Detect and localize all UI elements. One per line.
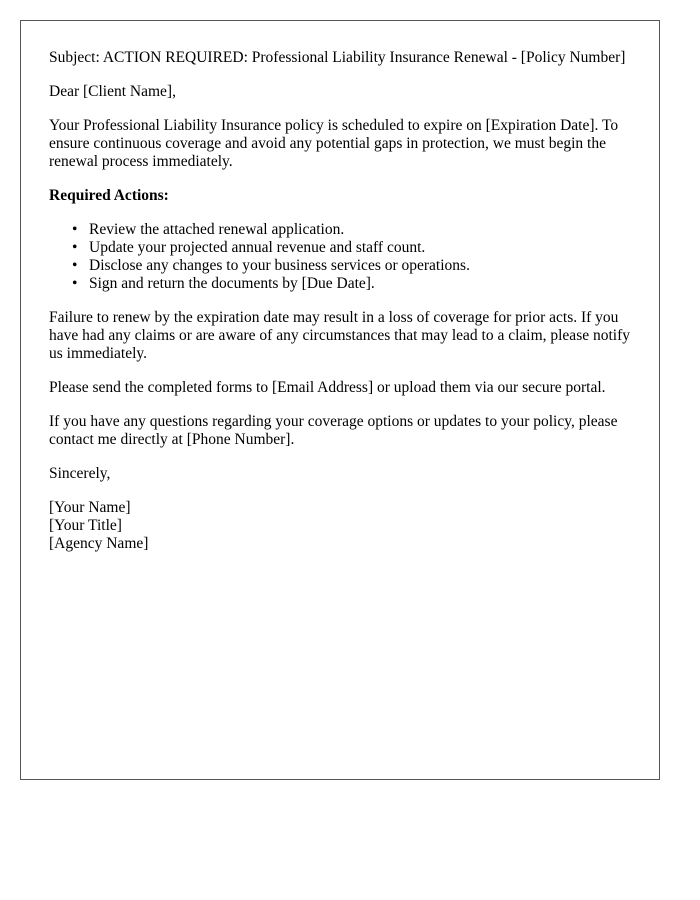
list-item-text: Disclose any changes to your business services or operations. bbox=[89, 257, 470, 274]
closing: Sincerely, bbox=[49, 465, 111, 482]
required-actions-list bbox=[49, 221, 631, 293]
list-item bbox=[72, 275, 631, 293]
bullet-icon: • bbox=[72, 221, 78, 238]
required-actions-heading: Required Actions: bbox=[49, 187, 169, 204]
bullet-icon: • bbox=[72, 239, 78, 256]
subject-line: Subject: ACTION REQUIRED: Professional Liability Insurance Renewal - [Policy Number] bbox=[49, 49, 626, 66]
list-item bbox=[72, 239, 631, 257]
letter-document bbox=[20, 20, 660, 780]
signature-title: [Your Title] bbox=[49, 517, 122, 534]
bullet-icon: • bbox=[72, 257, 78, 274]
submission-paragraph: Please send the completed forms to [Email Address] or upload them via our secure portal. bbox=[49, 379, 606, 396]
bullet-icon: • bbox=[72, 275, 78, 292]
signature-name: [Your Name] bbox=[49, 499, 131, 516]
list-item-text: Update your projected annual revenue and staff count. bbox=[89, 239, 426, 256]
list-item-text: Sign and return the documents by [Due Date]. bbox=[89, 275, 375, 292]
list-item bbox=[72, 257, 631, 275]
contact-paragraph: If you have any questions regarding your coverage options or updates to your policy, please contact me directly at [Phone Number]. bbox=[49, 413, 618, 448]
signature-block bbox=[49, 499, 631, 553]
warning-paragraph: Failure to renew by the expiration date may result in a loss of coverage for prior acts. If you have had any claims or are aware of any circumstances that may lead to a claim, please notify us immediately. bbox=[49, 309, 631, 362]
salutation: Dear [Client Name], bbox=[49, 83, 176, 100]
list-item-text: Review the attached renewal application. bbox=[89, 221, 345, 238]
intro-paragraph: Your Professional Liability Insurance policy is scheduled to expire on [Expiration Date]. To ensure continuous coverage and avoid any potential gaps in protection, we must begin the renewal process immediately. bbox=[49, 117, 619, 170]
signature-agency: [Agency Name] bbox=[49, 535, 149, 552]
list-item bbox=[72, 221, 631, 239]
